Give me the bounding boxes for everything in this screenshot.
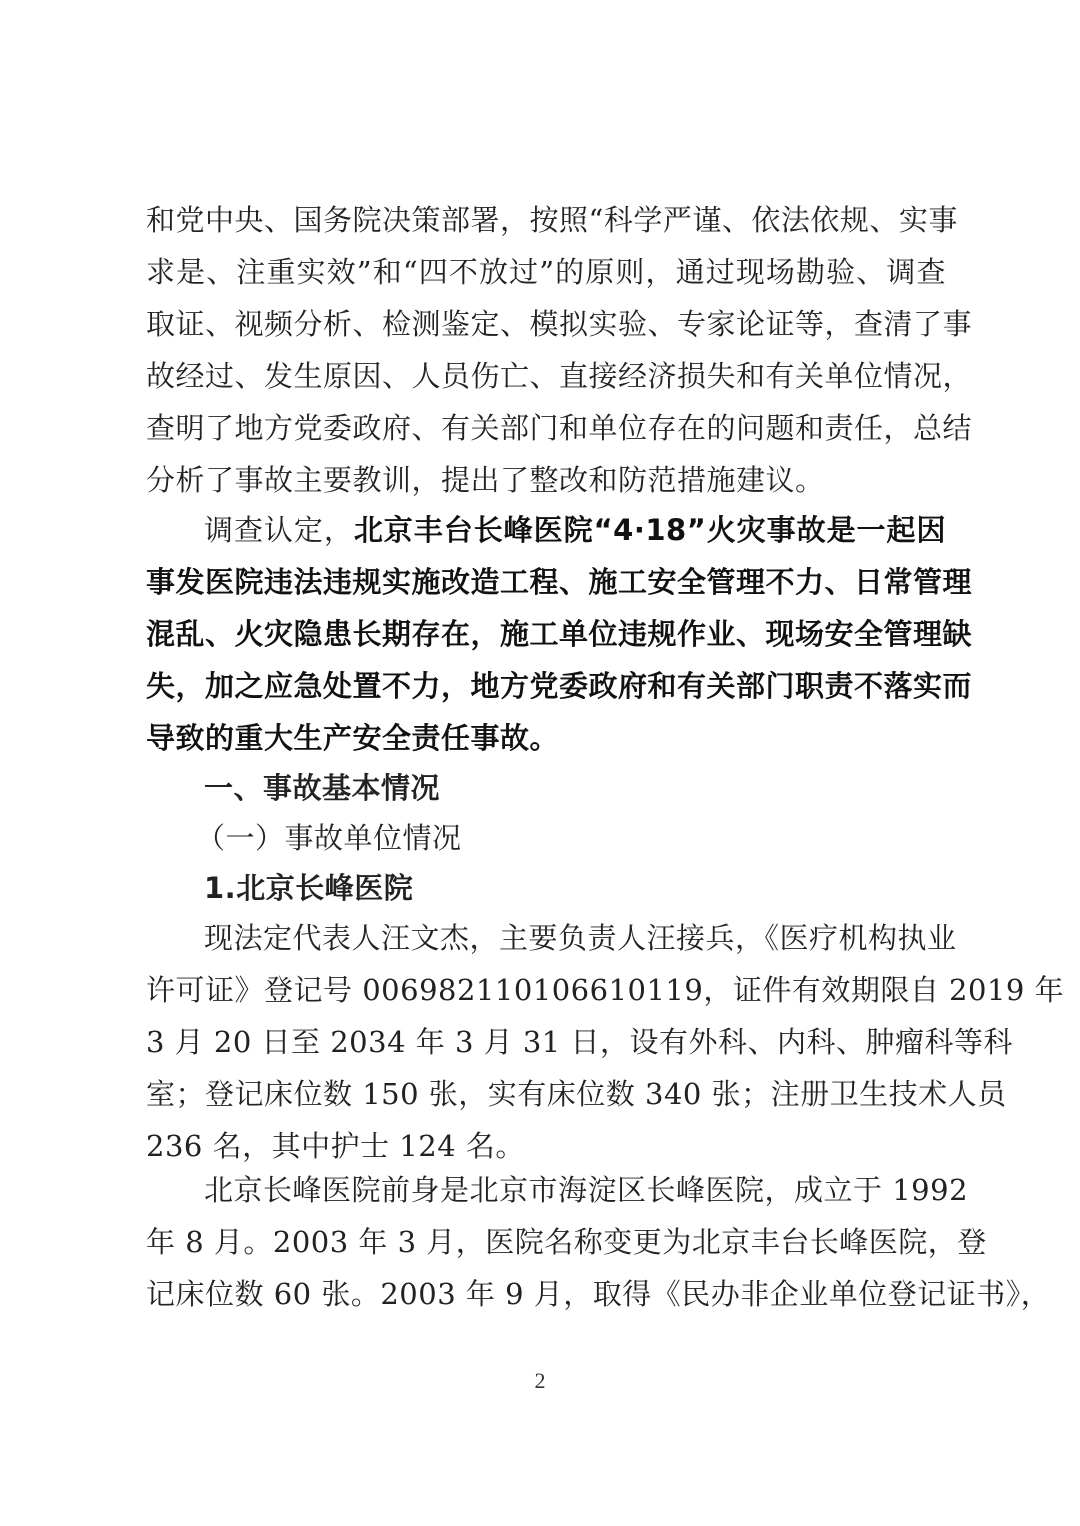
- text-line: 3 月 20 日至 2034 年 3 月 31 日，设有外科、内科、肿瘤科等科: [146, 1025, 1013, 1059]
- item-heading: 1.北京长峰医院: [204, 871, 414, 905]
- conclusion-lead: 调查认定，: [204, 513, 354, 547]
- text-line-bold: 失，加之应急处置不力，地方党委政府和有关部门职责不落实而: [146, 669, 973, 703]
- conclusion-first-line: [204, 510, 946, 550]
- subsection-heading: （一）事故单位情况: [196, 821, 462, 855]
- text-line: 分析了事故主要教训，提出了整改和防范措施建议。: [146, 463, 825, 497]
- text-line: 北京长峰医院前身是北京市海淀区长峰医院，成立于 1992: [204, 1173, 969, 1207]
- text-line: 236 名，其中护士 124 名。: [146, 1129, 525, 1163]
- section-heading: 一、事故基本情况: [204, 771, 441, 805]
- text-line: 现法定代表人汪文杰，主要负责人汪接兵，《医疗机构执业: [204, 921, 957, 955]
- text-line: 年 8 月。2003 年 3 月，医院名称变更为北京丰台长峰医院，登: [146, 1225, 987, 1259]
- text-line: 故经过、发生原因、人员伤亡、直接经济损失和有关单位情况，: [146, 359, 973, 393]
- text-line: 室；登记床位数 150 张，实有床位数 340 张；注册卫生技术人员: [146, 1077, 1007, 1111]
- text-line-bold: 导致的重大生产安全责任事故。: [146, 721, 560, 755]
- text-line: 和党中央、国务院决策部署，按照“科学严谨、依法依规、实事: [146, 203, 958, 237]
- text-line: 查明了地方党委政府、有关部门和单位存在的问题和责任，总结: [146, 411, 973, 445]
- page-number: 2: [534, 1368, 546, 1393]
- text-line: 求是、注重实效”和“四不放过”的原则，通过现场勘验、调查: [146, 255, 946, 289]
- text-line: 记床位数 60 张。2003 年 9 月，取得《民办非企业单位登记证书》，: [146, 1277, 1051, 1311]
- text-line: 取证、视频分析、检测鉴定、模拟实验、专家论证等，查清了事: [146, 307, 973, 341]
- text-line-bold: 混乱、火灾隐患长期存在，施工单位违规作业、现场安全管理缺: [146, 617, 973, 651]
- text-line-bold: 事发医院违法违规实施改造工程、施工安全管理不力、日常管理: [146, 565, 973, 599]
- conclusion-lead-bold: 北京丰台长峰医院“4·18”火灾事故是一起因: [353, 513, 946, 547]
- text-line: 许可证》登记号 006982110106610119，证件有效期限自 2019 年: [146, 973, 1065, 1007]
